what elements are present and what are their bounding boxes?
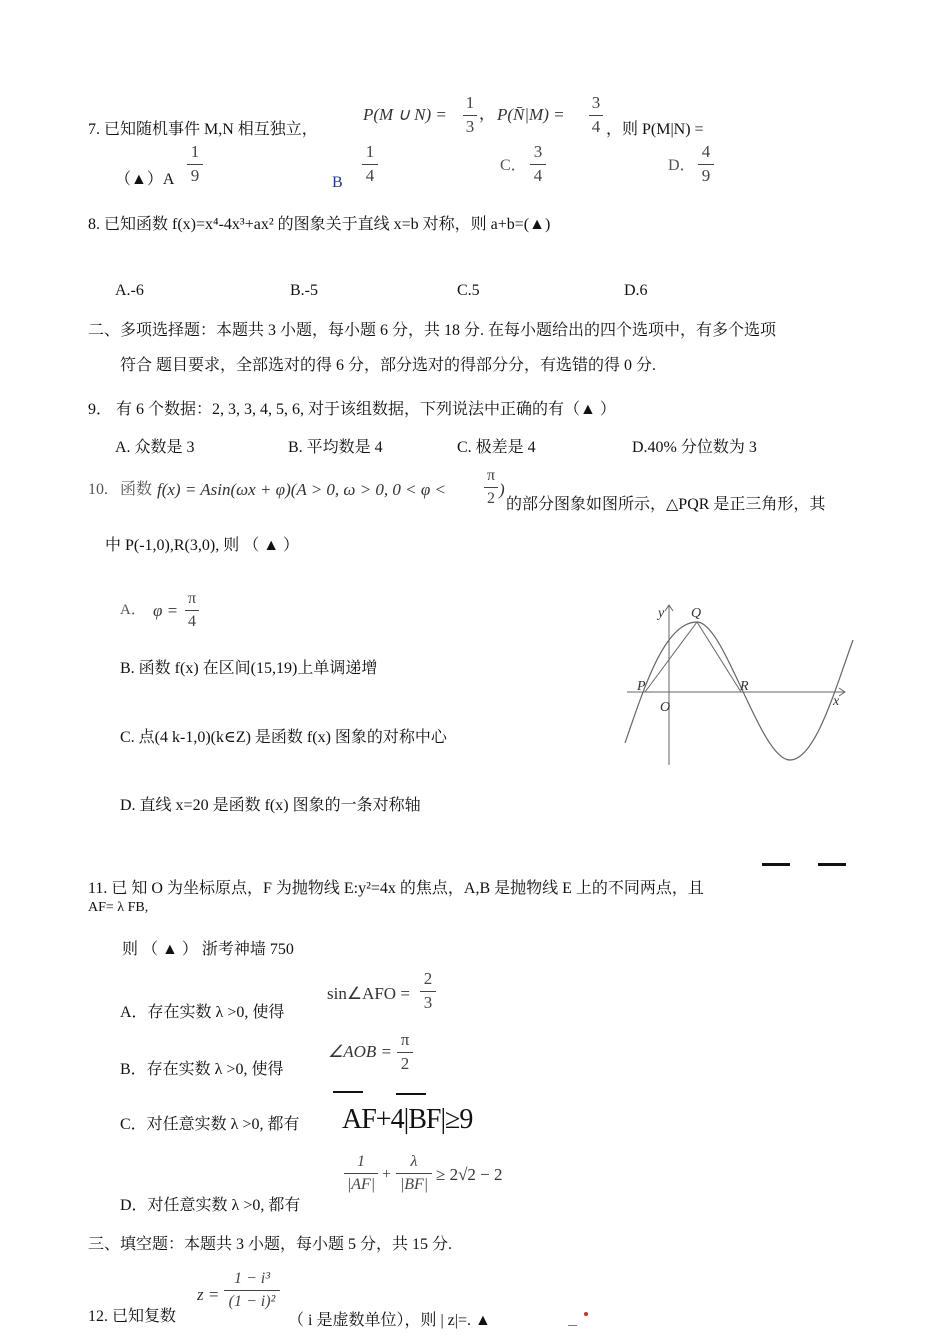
q9-option-d: D.40% 分位数为 3 bbox=[632, 439, 757, 456]
q12-den: (1 − i)² bbox=[228, 1292, 276, 1310]
q11-stem-line2: 则 （ ▲ ） 浙考神墙 750 bbox=[122, 941, 294, 958]
q11-a-den: 3 bbox=[423, 992, 433, 1012]
section2-heading-line1: 二、多项选择题：本题共 3 小题，每小题 6 分，共 18 分. 在每小题给出的四个选项中，有多个选项 bbox=[88, 322, 777, 339]
q7-d-num: 4 bbox=[701, 142, 711, 161]
q11-option-c-text: C．对任意实数 λ >0, 都有 bbox=[120, 1116, 300, 1133]
q11-option-a-text: A．存在实数 λ >0, 使得 bbox=[120, 1004, 285, 1021]
q10-func-num: π bbox=[486, 467, 496, 484]
q11-option-d-fraction2 bbox=[396, 1153, 432, 1193]
q7-b-num: 1 bbox=[365, 142, 375, 161]
q10-func-den: 2 bbox=[487, 489, 495, 507]
q11-b-den: 2 bbox=[400, 1053, 410, 1073]
vector-bar bbox=[333, 1091, 363, 1093]
q11-option-d-text: D．对任意实数 λ >0, 都有 bbox=[120, 1197, 301, 1214]
q7-option-a-fraction bbox=[187, 143, 203, 185]
q10-func-close: ) bbox=[499, 480, 505, 499]
graph-label-r: R bbox=[740, 679, 749, 694]
q8-option-c: C.5 bbox=[457, 282, 480, 299]
q11-option-d-fraction1 bbox=[344, 1153, 378, 1193]
q11-d-f1-den: |AF| bbox=[346, 1175, 376, 1193]
q7-d-den: 9 bbox=[701, 165, 711, 185]
q7-option-d-label: D． bbox=[668, 157, 696, 174]
q12-num: 1 − i³ bbox=[233, 1270, 271, 1287]
q9-option-a: A. 众数是 3 bbox=[115, 439, 195, 456]
section3-heading: 三、填空题：本题共 3 小题，每小题 5 分，共 15 分. bbox=[88, 1236, 453, 1253]
q9-stem: 9． 有 6 个数据：2, 3, 3, 4, 5, 6, 对于该组数据，下列说法中正确的有（▲ ） bbox=[88, 401, 616, 418]
q11-option-d-rhs: ≥ 2√2 − 2 bbox=[436, 1165, 503, 1184]
vector-bar bbox=[396, 1093, 426, 1095]
q7-cond1-fraction bbox=[463, 94, 477, 136]
q10-option-b: B. 函数 f(x) 在区间(15,19)上单调递增 bbox=[120, 660, 378, 677]
decorative-bar bbox=[762, 863, 790, 866]
q10-stem-line2: 中 P(-1,0),R(3,0), 则 （ ▲ ） bbox=[105, 537, 300, 554]
q7-b-den: 4 bbox=[365, 165, 375, 185]
q7-cond1-den: 3 bbox=[465, 116, 475, 136]
q9-option-b: B. 平均数是 4 bbox=[288, 439, 383, 456]
q7-c-num: 3 bbox=[533, 142, 543, 161]
q11-a-num: 2 bbox=[423, 969, 433, 988]
q10-stem-rest: 的部分图象如图所示，△PQR 是正三角形，其 bbox=[506, 496, 826, 513]
q11-d-f2-den: |BF| bbox=[399, 1175, 429, 1193]
q10-option-a-label: A． bbox=[120, 602, 146, 618]
q7-option-d-fraction bbox=[698, 143, 714, 185]
q10-a-num: π bbox=[187, 590, 197, 607]
triangle-side-pq bbox=[645, 622, 697, 692]
q7-option-b-label: B bbox=[332, 174, 343, 191]
q7-comma: ， bbox=[479, 106, 496, 123]
q7-option-c-label: C． bbox=[500, 157, 527, 174]
q10-option-d: D. 直线 x=20 是函数 f(x) 图象的一条对称轴 bbox=[120, 797, 421, 814]
q7-a-num: 1 bbox=[190, 142, 200, 161]
q10-number: 10. bbox=[88, 481, 108, 498]
q7-stem: 7. 已知随机事件 M,N 相互独立， bbox=[88, 121, 318, 138]
blank-mark bbox=[568, 1325, 577, 1326]
q11-d-f2-num: λ bbox=[410, 1153, 418, 1170]
q11-condition: AF= λ FB, bbox=[88, 900, 149, 915]
q10-func-fraction bbox=[484, 467, 498, 507]
q8-option-b: B.-5 bbox=[290, 282, 318, 299]
q8-option-d: D.6 bbox=[624, 282, 648, 299]
q8-option-a: A.-6 bbox=[115, 282, 144, 299]
graph-label-p: P bbox=[637, 679, 646, 694]
graph-label-y: y bbox=[658, 606, 665, 621]
q11-option-b-fraction bbox=[397, 1031, 413, 1073]
q7-cond2-num: 3 bbox=[591, 93, 601, 112]
q10-function-formula: f(x) = Asin(ωx + φ)(A > 0, ω > 0, 0 < φ < bbox=[157, 480, 447, 499]
q11-stem: 11. 已 知 O 为坐标原点，F 为抛物线 E:y²=4x 的焦点，A,B 是抛物线 E 上的不同两点，且 bbox=[88, 880, 704, 897]
q10-option-c: C. 点(4 k-1,0)(k∈Z) 是函数 f(x) 图象的对称中心 bbox=[120, 729, 447, 746]
q7-cond1-num: 1 bbox=[465, 93, 475, 112]
q12-stem-rest: （ i 是虚数单位），则 | z|=. ▲ bbox=[288, 1312, 491, 1329]
q11-option-a-lhs: sin∠AFO = bbox=[327, 984, 410, 1003]
q11-option-a-fraction bbox=[420, 970, 436, 1012]
q9-option-c: C. 极差是 4 bbox=[457, 439, 536, 456]
q10-sine-graph bbox=[615, 595, 865, 775]
q11-option-c-formula: AF+4|BF|≥9 bbox=[342, 1104, 473, 1135]
q12-stem: 12. 已知复数 bbox=[88, 1308, 177, 1325]
red-dot bbox=[584, 1312, 588, 1316]
q11-option-b-text: B．存在实数 λ >0, 使得 bbox=[120, 1061, 284, 1078]
sine-curve bbox=[625, 622, 853, 760]
q10-a-den: 4 bbox=[188, 612, 196, 630]
q10-option-a-lhs: φ = bbox=[153, 601, 179, 620]
q7-option-c-fraction bbox=[530, 143, 546, 185]
q11-option-d-plus: + bbox=[382, 1166, 392, 1183]
q7-cond2-den: 4 bbox=[591, 116, 601, 136]
q11-b-num: π bbox=[400, 1030, 410, 1049]
q8-stem: 8. 已知函数 f(x)=x⁴-4x³+ax² 的图象关于直线 x=b 对称，则 a+b=(▲) bbox=[88, 216, 551, 233]
decorative-bar bbox=[818, 863, 846, 866]
q11-d-f1-num: 1 bbox=[357, 1153, 365, 1170]
graph-label-x: x bbox=[833, 694, 840, 709]
q12-lhs: z = bbox=[197, 1285, 220, 1304]
q7-c-den: 4 bbox=[533, 165, 543, 185]
graph-label-o: O bbox=[660, 700, 671, 715]
q12-fraction bbox=[224, 1270, 280, 1310]
triangle-side-qr bbox=[697, 622, 741, 692]
q7-option-b-fraction bbox=[362, 143, 378, 185]
q10-option-a-fraction bbox=[185, 590, 199, 630]
q7-cond2-fraction bbox=[589, 94, 603, 136]
q7-cond2-lhs: P(N̄|M) = bbox=[497, 105, 565, 124]
q7-a-den: 9 bbox=[190, 165, 200, 185]
q11-option-b-lhs: ∠AOB = bbox=[328, 1042, 393, 1061]
graph-label-q: Q bbox=[691, 606, 702, 621]
section2-heading-line2: 符合 题目要求，全部选对的得 6 分，部分选对的得部分分，有选错的得 0 分. bbox=[120, 357, 657, 374]
q10-func-label: 函数 bbox=[120, 481, 153, 498]
q7-cond1-lhs: P(M ∪ N) = bbox=[363, 105, 447, 124]
q7-then: ，则 P(M|N) = bbox=[606, 121, 704, 138]
q7-prefix: （▲）A bbox=[115, 171, 175, 188]
